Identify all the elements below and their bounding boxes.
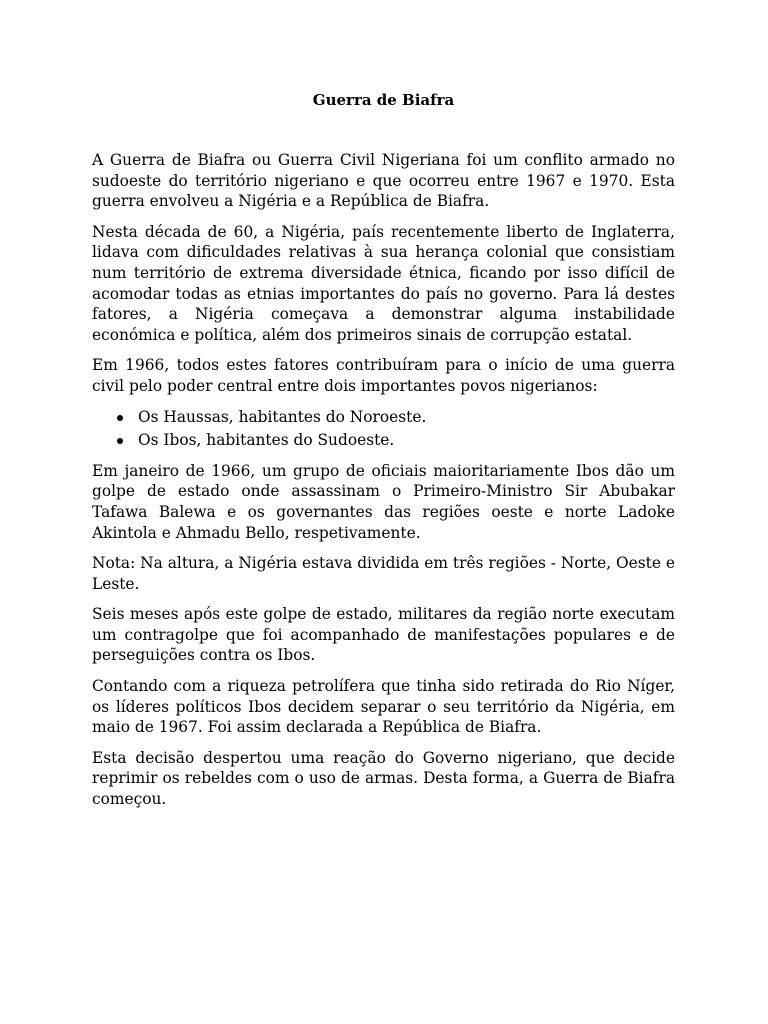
paragraph-context: Nesta década de 60, a Nigéria, país recentemente liberto de Inglaterra, lidava com dificuldades relativas à sua herança colonial que consistiam num território de extrema diversidade étnica, ficando por isso difícil de acomodar todas as etnias importantes do país no governo. Para lá destes fatores, a Nigéria começava a demonstrar alguma instabilidade económica e política, além dos primeiros sinais de corrupção estatal. — [92, 222, 675, 344]
paragraph-countercoup: Seis meses após este golpe de estado, militares da região norte executam um contragolpe que foi acompanhado de manifestações populares e de perseguições contra os Ibos. — [92, 605, 675, 665]
list-item — [138, 430, 675, 451]
list-item-text: Os Haussas, habitantes do Noroeste. — [138, 407, 427, 426]
paragraph-war-begins: Esta decisão despertou uma reação do Governo nigeriano, que decide reprimir os rebeldes com o uso de armas. Desta forma, a Guerra de Biafra começou. — [92, 748, 675, 809]
bullet-icon — [117, 415, 123, 421]
list-item — [138, 407, 675, 428]
list-item-text: Os Ibos, habitantes do Sudoeste. — [138, 431, 395, 450]
bullet-icon — [117, 438, 123, 444]
paragraph-note: Nota: Na altura, a Nigéria estava dividida em três regiões - Norte, Oeste e Leste. — [92, 554, 675, 593]
paragraph-secession: Contando com a riqueza petrolífera que tinha sido retirada do Rio Níger, os líderes políticos Ibos decidem separar o seu território da Nigéria, em maio de 1967. Foi assim declarada a República de Biafra. — [92, 677, 675, 737]
document-body — [92, 150, 675, 810]
document-page — [92, 0, 675, 820]
peoples-list — [92, 407, 675, 451]
paragraph-civil-war: Em 1966, todos estes fatores contribuíram para o início de uma guerra civil pelo poder central entre dois importantes povos nigerianos: — [92, 356, 675, 395]
paragraph-intro: A Guerra de Biafra ou Guerra Civil Nigeriana foi um conflito armado no sudoeste do território nigeriano e que ocorreu entre 1967 e 1970. Esta guerra envolveu a Nigéria e a República de Biafra. — [92, 151, 675, 211]
paragraph-coup: Em janeiro de 1966, um grupo de oficiais maioritariamente Ibos dão um golpe de estado onde assassinam o Primeiro-Ministro Sir Abubakar Tafawa Balewa e os governantes das regiões oeste e norte Ladoke Akintola e Ahmadu Bello, respetivamente. — [92, 461, 675, 542]
document-title: Guerra de Biafra — [312, 91, 455, 109]
